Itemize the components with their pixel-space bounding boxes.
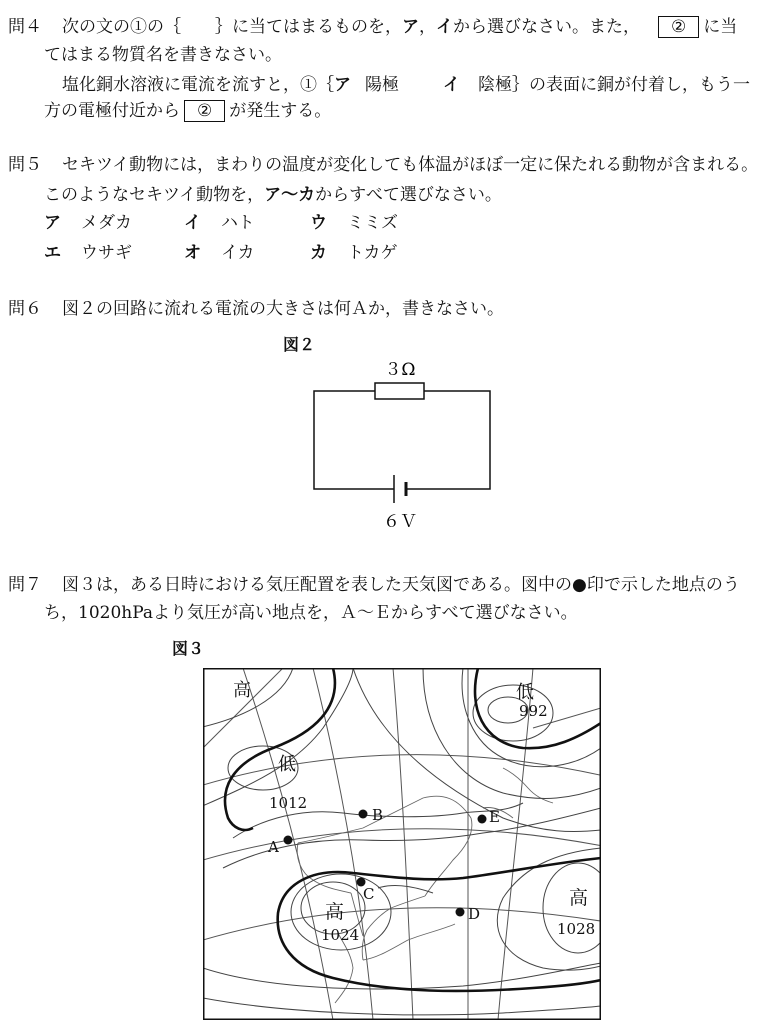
q5-choice-e [44,238,132,263]
point-b-label: B [372,806,384,824]
q4-key-a: ア [402,17,419,37]
high-e-label: 高 [569,887,589,909]
q4-line3-text-b: ｝の表面に銅が付着し，もう一 [512,75,750,95]
q6-text: 図２の回路に流れる電流の大きさは何Ａか，書きなさい。 [62,299,504,319]
weather-map [203,668,601,1020]
q4-line4 [44,96,331,122]
figure-3-label: 図３ [172,639,205,658]
high-c-label: 高 [325,901,345,923]
low-ne-value: 992 [519,702,548,720]
q7-number: 問７ [8,575,42,595]
q7-line1: 図３は，ある日時における気圧配置を表した天気図である。図中の●印で示した地点のう [62,575,740,595]
q4-line1 [62,12,737,38]
coastline [297,768,553,1003]
q6-number: 問６ [8,299,42,319]
point-b-marker [359,810,368,819]
q7-line2: ち，1020hPaより気圧が高い地点を，Ａ～Ｅからすべて選びなさい。 [44,603,578,623]
point-d-marker [456,908,465,917]
q5-choice-ka [310,238,398,263]
low-ne-label: 低 [516,682,534,703]
q5-range: ア～カ [264,185,316,205]
q5-choice-a-key: ア [44,213,61,233]
q5-choice-o [184,238,255,263]
q4-line3-text-a: 塩化銅水溶液に電流を流すと，①｛ [62,75,334,95]
point-a-label: A [268,838,279,856]
q4-key-i: イ [436,17,453,37]
q4-line4-text-b: が発生する。 [229,101,332,121]
q5-choice-u [310,208,398,233]
station-points [284,810,487,917]
q5-choice-e-text: ウサギ [81,243,132,263]
q4-option-i-key: イ [443,75,460,95]
q5-line1: セキツイ動物には，まわりの温度が変化しても体温がほぼ一定に保たれる動物が含まれる。 [62,155,759,175]
q5-choice-o-text: イカ [221,243,255,263]
point-c-label: C [363,885,375,903]
q4-line1-text-f: に当 [703,17,738,37]
q5-choice-o-key: オ [184,243,201,263]
high-c-value: 1024 [321,926,360,944]
q5-choice-ka-text: トカゲ [347,243,398,263]
q5-choice-a [44,208,132,233]
high-e-value: 1028 [557,920,596,938]
q5-number: 問５ [8,155,42,175]
point-e-label: E [489,808,500,826]
figure-2-label: 図２ [283,335,316,354]
q4-comma: ， [419,17,436,37]
resistor-label: ３Ω [384,360,416,380]
q4-line1-text-a: 次の文の①の｛ ｝に当てはまるものを， [62,17,402,37]
q5-choice-e-key: エ [44,243,61,263]
answer-box-2-inline: ② [184,100,225,122]
circuit-wire-right [406,391,490,489]
q5-choice-u-key: ウ [310,213,327,233]
q5-choice-a-text: メダカ [81,213,132,233]
high-nw-label: 高 [233,680,251,701]
answer-box-2: ② [658,16,699,38]
q5-choice-i [184,208,255,233]
low-w-value: 1012 [269,794,308,812]
circuit-diagram [300,355,510,535]
isobars-thin [203,668,601,1015]
q4-option-a: 陽極 [365,75,399,95]
q5-line2-text-a: このようなセキツイ動物を， [44,185,265,205]
q5-choice-i-key: イ [184,213,201,233]
circuit-wire [314,391,394,489]
point-a-marker [284,836,293,845]
q5-choice-ka-key: カ [310,243,327,263]
q4-line3 [62,70,750,95]
q5-line2 [44,180,502,205]
point-d-label: D [468,905,481,923]
point-e-marker [478,815,487,824]
q5-line2-text-c: からすべて選びなさい。 [315,185,502,205]
q4-option-i: 陰極 [478,75,512,95]
q5-choice-u-text: ミミズ [347,213,398,233]
q4-line2: てはまる物質名を書きなさい。 [44,45,282,65]
q4-option-a-key: ア [334,75,351,95]
battery-label: ６Ｖ [383,512,417,532]
q4-number: 問４ [8,17,42,37]
map-frame [204,669,601,1020]
low-w-label: 低 [278,754,296,775]
q4-line1-text-e: から選びなさい。また， [453,17,640,37]
resistor [375,383,424,399]
q4-line4-text-a: 方の電極付近から [44,101,180,121]
q5-choice-i-text: ハト [221,213,255,233]
